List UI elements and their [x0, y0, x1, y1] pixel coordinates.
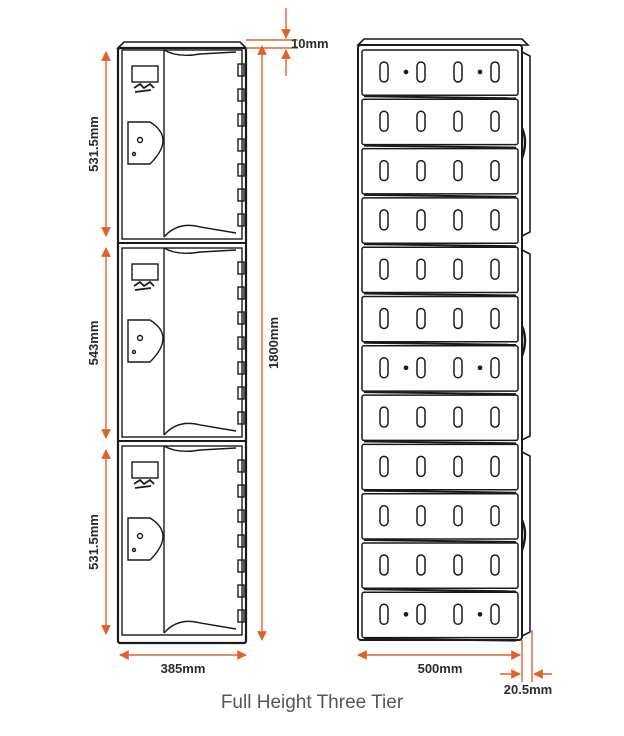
panel-body [362, 444, 518, 489]
panel-shadow-edge [364, 491, 516, 493]
side-panel [362, 50, 518, 98]
fixing-dot [478, 613, 481, 616]
panel-shadow-edge [364, 441, 516, 443]
panel-body [362, 149, 518, 194]
side-panel [362, 297, 518, 345]
side-panel [362, 592, 518, 640]
panel-body [362, 99, 518, 144]
panel-body [362, 346, 518, 391]
panel-body [362, 395, 518, 440]
panel-shadow-edge [364, 294, 516, 296]
label-side-offset: 20.5mm [503, 682, 553, 697]
front-tier [118, 248, 246, 441]
panel-body [362, 543, 518, 588]
front-tier [118, 50, 246, 243]
side-panel [362, 494, 518, 542]
side-panel [362, 247, 518, 295]
label-tier-middle-height: 543mm [86, 320, 101, 366]
panel-shadow-edge [364, 392, 516, 394]
label-top-gap: 10mm [291, 36, 329, 51]
panel-shadow-edge [364, 540, 516, 542]
side-panel [362, 444, 518, 492]
side-door-edge-middle [522, 250, 530, 440]
panel-shadow-edge [364, 343, 516, 345]
side-panel [362, 543, 518, 591]
panel-body [362, 592, 518, 637]
panel-shadow-edge [364, 589, 516, 591]
panel-shadow-edge [364, 195, 516, 197]
front-tier [122, 446, 244, 635]
panel-body [362, 247, 518, 292]
side-panel [362, 346, 518, 394]
side-panel [362, 198, 518, 246]
panel-shadow-edge [364, 96, 516, 98]
side-panel [362, 395, 518, 443]
fixing-dot [404, 613, 407, 616]
panel-shadow-edge [364, 146, 516, 148]
label-tier-top-height: 531.5mm [86, 116, 101, 172]
side-panel [362, 99, 518, 147]
label-depth: 500mm [417, 661, 463, 676]
panel-body [362, 297, 518, 342]
fixing-dot [478, 70, 481, 73]
fixing-dot [404, 70, 407, 73]
fixing-dot [404, 366, 407, 369]
panel-body [362, 50, 518, 95]
label-tier-bottom-height: 531.5mm [86, 514, 101, 570]
fixing-dot [478, 366, 481, 369]
diagram-caption: Full Height Three Tier [220, 692, 404, 713]
panel-body [362, 494, 518, 539]
label-width: 385mm [160, 661, 206, 676]
label-total-height: 1800mm [266, 316, 281, 370]
side-panel [362, 149, 518, 197]
panel-body [362, 198, 518, 243]
panel-shadow-edge [364, 244, 516, 246]
